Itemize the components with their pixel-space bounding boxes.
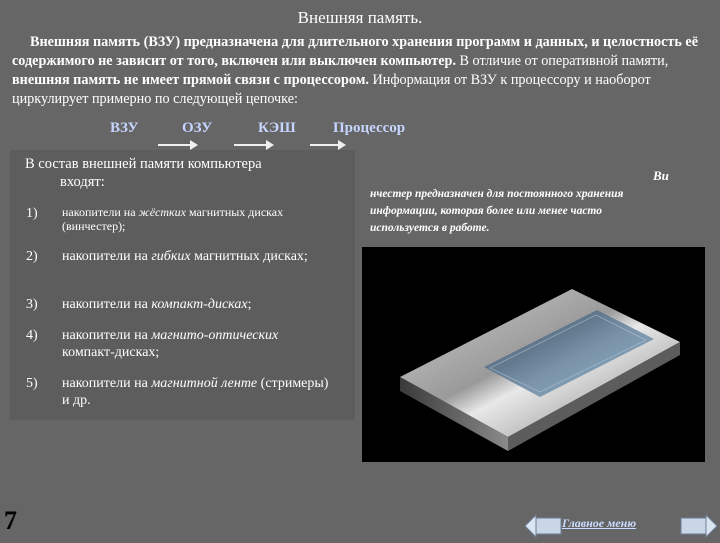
list-item-text: накопители на жёстких магнитных дисках (винчестер); <box>62 205 284 233</box>
list-intro-line2: входят: <box>60 174 105 190</box>
chain-kesh: КЭШ <box>258 120 296 136</box>
left-arrow-icon <box>524 514 562 538</box>
page-number: 7 <box>4 506 17 535</box>
hdd-description: нчестер предназначен для постоянного хранения информации, которая более или менее часто используется в работе. <box>370 188 624 234</box>
chain-processor: Процессор <box>333 120 406 136</box>
list-item-text: накопители на магнитной ленте (стримеры) и др. <box>62 376 329 408</box>
intro-bold-1: Внешняя память (ВЗУ) предназначена для длительного хранения программ и данных, и целостность её содержимого не зависит от того, включен или выключен компьютер. <box>12 34 699 69</box>
list-item-text: накопители на компакт-дисках; <box>62 297 252 312</box>
hard-drive-photo <box>362 247 705 462</box>
next-button[interactable] <box>680 514 718 538</box>
list-item-number: 2) <box>26 249 38 264</box>
intro-paragraph <box>12 33 712 109</box>
side-heading-fragment: Ви <box>653 168 669 183</box>
main-menu-link[interactable]: Главное меню <box>562 516 637 530</box>
list-item-text: накопители на гибких магнитных дисках; <box>62 249 308 264</box>
list-item-number: 3) <box>26 297 38 312</box>
list-item-text: накопители на магнито-оптических компакт-дисках; <box>62 328 279 360</box>
prev-button[interactable] <box>524 514 562 538</box>
intro-bold-2: внешняя память не имеет прямой связи с процессором. <box>12 72 369 88</box>
chain-arrow-1 <box>158 144 192 146</box>
chain-arrow-2 <box>234 144 268 146</box>
hard-drive-icon <box>362 247 705 462</box>
chain-ozu: ОЗУ <box>182 120 213 136</box>
list-intro-line1: В состав внешней памяти компьютера <box>25 156 262 172</box>
page-title: Внешняя память. <box>297 8 423 27</box>
list-item-number: 5) <box>26 376 38 391</box>
list-item-number: 1) <box>26 206 38 221</box>
right-arrow-icon <box>680 514 718 538</box>
intro-text-2: Информация от ВЗУ к процессору и наоборот циркулирует примерно по следующей цепочке: <box>12 72 651 107</box>
chain-arrow-3 <box>310 144 340 146</box>
list-intro <box>25 155 325 191</box>
list-item-number: 4) <box>26 328 38 343</box>
chain-vzu: ВЗУ <box>110 120 139 136</box>
intro-text-1: В отличие от оперативной памяти, <box>456 53 669 69</box>
